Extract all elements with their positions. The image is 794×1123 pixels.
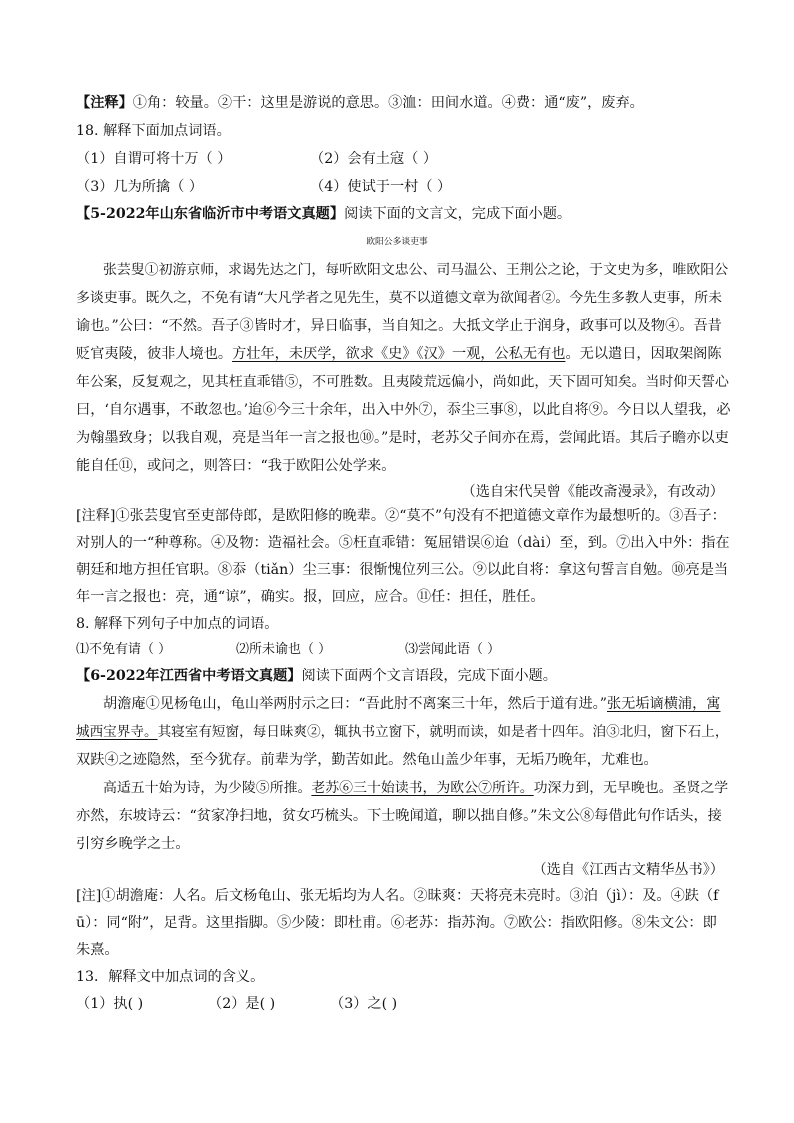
passage-text: 。无以遣日，因取架阁陈 <box>565 346 722 362</box>
passage-line <box>76 722 729 742</box>
answer-item-3: ⑶尝闻此语（ ） <box>405 642 501 657</box>
passage-line: 亦然，东坡诗云：“贫家净扫地，贫女巧梳头。下士晚闻道，聊以拙自修。”朱文公⑧每借此句作话头，接 <box>76 808 722 824</box>
answer-item-2: ⑵所未谕也（ ） <box>236 642 332 657</box>
passage-line: 年公案，反复观之，见其枉直乖错⑤，不可胜数。且夷陵荒远偏小，尚如此，天下固可知矣。当时仰天誓心 <box>76 374 729 390</box>
notes-line: [注]①胡澹庵：人名。后文杨龟山、张无垢均为人名。②昧爽：天将亮未亮时。③泊（jì）：及。④趺（f <box>76 888 719 904</box>
answer-item-2: （2）是( ) <box>208 996 276 1012</box>
passage-line: 谕也。”公曰：“不然。吾子③皆时才，异日临事，当自知之。大抵文学止于润身，政事可以及物④。吾昔 <box>76 318 722 334</box>
answer-item-2: （2）会有土寇（ ） <box>310 151 438 167</box>
underlined-sentence: 方壮年，未厌学，欲求《史》《汉》一观，公私无有也 <box>232 346 566 362</box>
answer-item-1: （1）自谓可将十万（ ） <box>76 151 232 167</box>
underlined-sentence: 城西宝界寺。 <box>76 724 158 740</box>
notes-line: 对别人的一“种尊称。④及物：造福社会。⑤枉直乖错：冤屈错误⑥迨（dài）至，到。⑦出入中外：指在 <box>76 535 730 551</box>
section-header-tag: 【6-2022年江西省中考语文真题】 <box>76 668 302 684</box>
passage-text: 贬官夷陵，彼非人境也。 <box>76 346 233 362</box>
passage-line: 双趺④之迹隐然，至今犹存。前辈为学，勤苦如此。然龟山盖少年事，无垢乃晚年，尤难也。 <box>76 752 658 768</box>
section-header-tag: 【5-2022年山东省临沂市中考语文真题】 <box>76 206 345 222</box>
underlined-sentence: 老苏⑥三十始读书，为欧公⑦所许。 <box>311 780 534 796</box>
passage-title: 欧阳公多谈吏事 <box>366 237 428 247</box>
question-18: 18. 解释下面加点词语。 <box>76 123 231 139</box>
passage-line: 能自任⑪，或问之，则答曰：“我于欧阳公处学来。 <box>76 458 396 474</box>
passage-text: 高适五十始为诗，为少陵⑤所推。 <box>103 780 312 796</box>
question-13: 13．解释文中加点词的含义。 <box>76 969 265 985</box>
note-tag: 【注释】 <box>76 95 133 111</box>
passage-line: 引穷乡晚学之士。 <box>76 836 190 852</box>
passage-line <box>76 344 722 364</box>
notes-line: 朝廷和地方担任官职。⑧忝（tiǎn）尘三事：很惭愧位列三公。⑨以此自将：拿这句誓言自勉。⑩亮是当 <box>76 562 729 578</box>
passage-source: （选自宋代吴曾《能改斋漫录》，有改动） <box>461 484 724 500</box>
section-header <box>76 204 571 224</box>
passage-line <box>103 778 728 798</box>
passage-text: 胡澹庵①见杨龟山，龟山举两肘示之曰：“吾此肘不离案三十年，然后于道有进。” <box>103 696 607 712</box>
passage-source: （选自《江西古文精华丛书》） <box>532 862 724 878</box>
passage-line: 多谈吏事。既久之，不免有请“大凡学者之见先生，莫不以道德文章为欲闻者②。今先生多教人吏事，所未 <box>76 290 723 306</box>
note-text: ①角：较量。②干：这里是游说的意思。③洫：田间水道。④费：通“废”，废弃。 <box>132 95 644 111</box>
section-header <box>76 666 557 686</box>
answer-item-3: （3）之( ) <box>330 996 398 1012</box>
answer-item-1: （1）执( ) <box>76 996 144 1012</box>
passage-line: 曰，‘自尔遇事，不敢忽也。’迨⑥今三十余年，出入中外⑦，忝尘三事⑧，以此自将⑨。今日以人望我，必 <box>76 402 731 418</box>
notes-line: 年一言之报也：亮，通“谅”，确实。报，回应，应合。⑪任：担任，胜任。 <box>76 589 545 605</box>
passage-text: 其寝室有短窗，每日昧爽②，辄执书立窗下，就明而读，如是者十四年。洎③北归，窗下石上， <box>157 724 729 740</box>
section-header-text: 阅读下面两个文言语段，完成下面小题。 <box>301 668 557 684</box>
answer-item-3: （3）几为所擒（ ） <box>76 179 204 195</box>
underlined-sentence: 张无垢谪横浦，寓 <box>606 696 721 712</box>
section-header-text: 阅读下面的文言文，完成下面小题。 <box>344 206 572 222</box>
passage-line: 为翰墨致身；以我自观，亮是当年一言之报也⑩。”是时，老苏父子间亦在焉，尝闻此语。其后子瞻亦以吏 <box>76 430 729 446</box>
passage-line <box>103 694 721 714</box>
notes-line: 朱熹。 <box>76 942 119 958</box>
answer-item-1: ⑴不免有请（ ） <box>76 642 172 657</box>
notes-line: [注释]①张芸叟官至吏部侍郎，是欧阳修的晚辈。②“莫不”句没有不把道德文章作为最想听的。③吾子： <box>76 508 726 524</box>
notes-line: ū）：同“附”，足背。这里指脚。⑤少陵：即杜甫。⑥老苏：指苏洵。⑦欧公：指欧阳修。⑧朱文公：即 <box>76 915 717 931</box>
passage-line: 张芸叟①初游京师，求谒先达之门，每听欧阳文忠公、司马温公、王荆公之论，于文史为多，唯欧阳公 <box>103 262 729 278</box>
note-line <box>76 93 644 113</box>
answer-item-4: （4）使试于一村（ ） <box>310 179 452 195</box>
question-8: 8. 解释下列句子中加点的词语。 <box>76 616 279 632</box>
passage-text: 功深力到，无早晚也。圣贤之学 <box>533 780 729 796</box>
